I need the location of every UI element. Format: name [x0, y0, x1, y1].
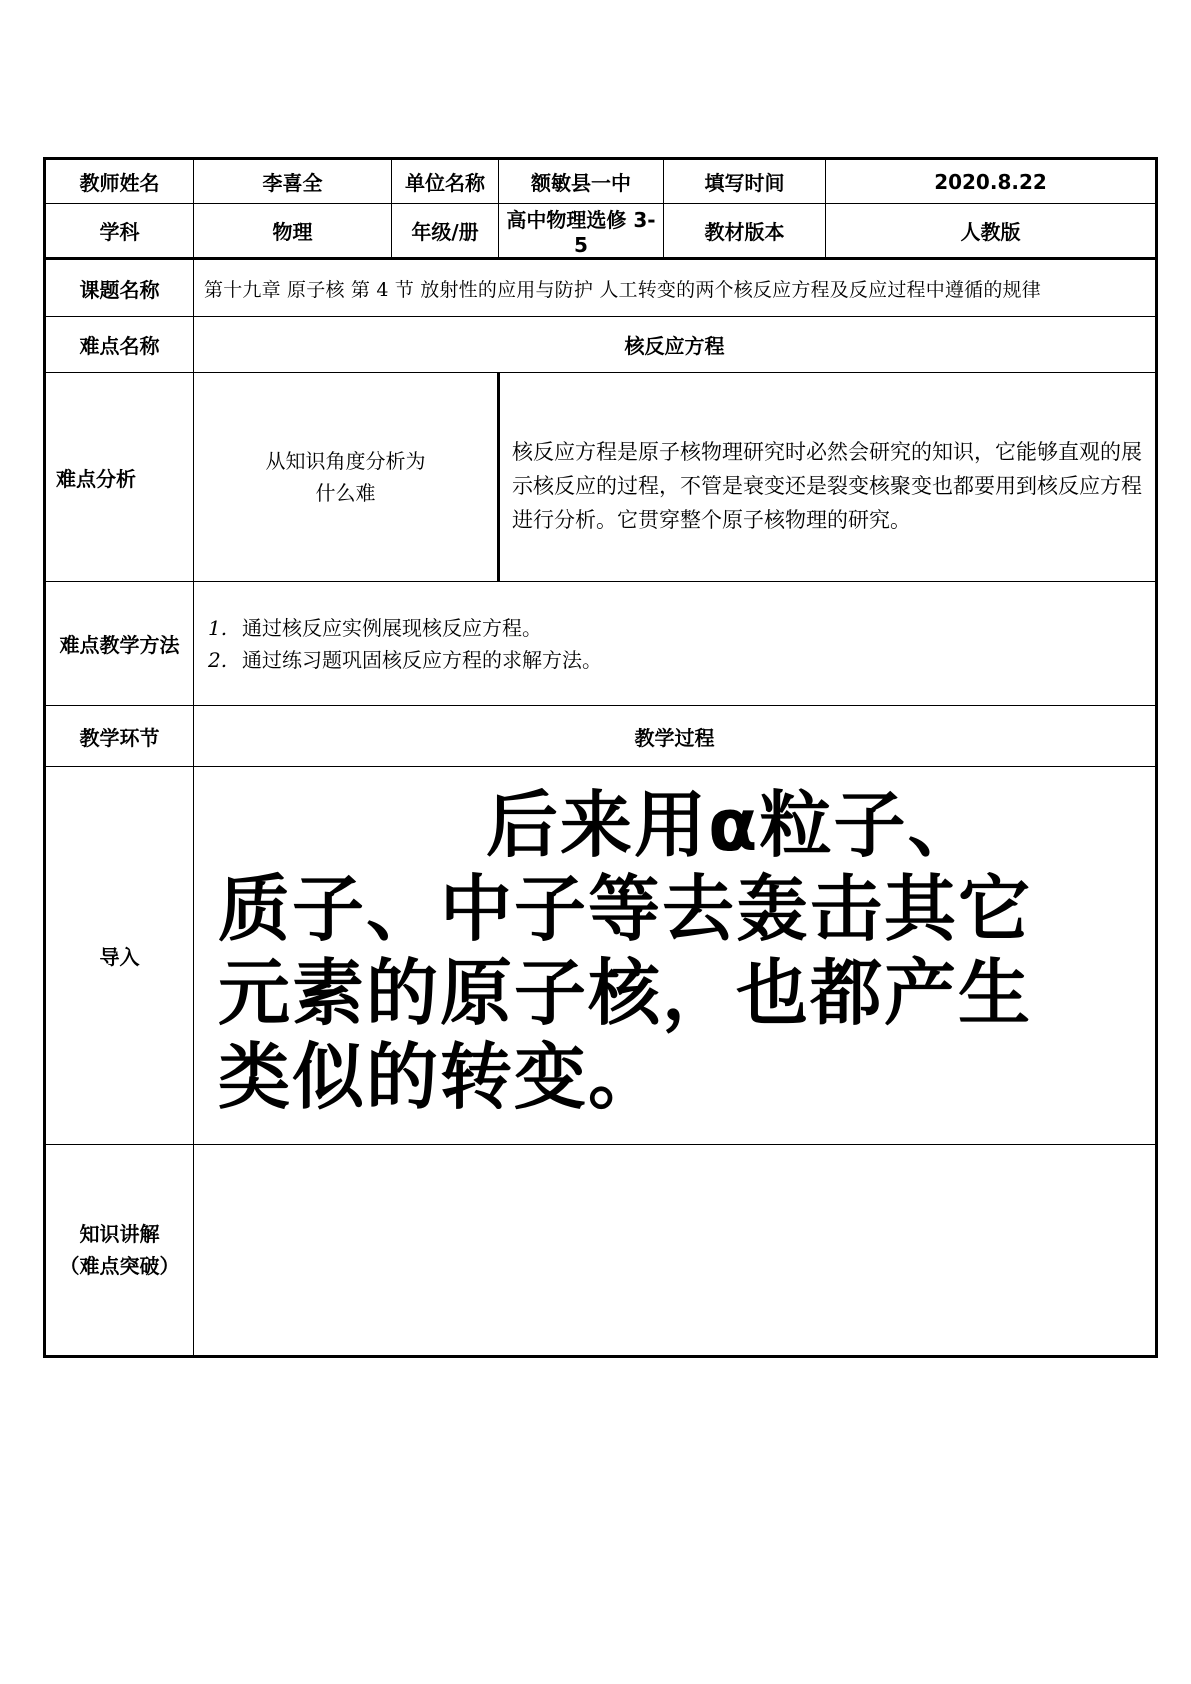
lesson-plan-sheet [43, 157, 1155, 1358]
lecture-label [45, 1145, 194, 1357]
difficulty-value: 核反应方程 [194, 317, 1157, 373]
method-item-2 [208, 644, 1149, 676]
intro-line-2: 质子、中子等去轰击其它 [218, 867, 1033, 951]
analysis-text: 核反应方程是原子核物理研究时必然会研究的知识，它能够直观的展示核反应的过程，不管是衰变还是裂变核聚变也都要用到核反应方程进行分析。它贯穿整个原子核物理的研究。 [499, 373, 1157, 582]
date-label: 填写时间 [664, 159, 826, 204]
header-row-2 [45, 204, 1157, 259]
method-item-2-number: 2. [208, 647, 228, 672]
grade-value: 高中物理选修 3-5 [499, 204, 664, 259]
difficulty-label: 难点名称 [45, 317, 194, 373]
method-item-1-number: 1. [208, 615, 228, 640]
topic-value: 第十九章 原子核 第 4 节 放射性的应用与防护 人工转变的两个核反应方程及反应过程中遵循的规律 [194, 259, 1157, 317]
method-item-2-text: 通过练习题巩固核反应方程的求解方法。 [242, 647, 602, 672]
methods-label: 难点教学方法 [45, 582, 194, 706]
edition-value: 人教版 [826, 204, 1157, 259]
analysis-why-line2: 什么难 [315, 481, 376, 505]
methods-list [200, 612, 1149, 676]
difficulty-row [45, 317, 1157, 373]
analysis-why-line1: 从知识角度分析为 [265, 449, 426, 473]
methods-row [45, 582, 1157, 706]
header-row-1 [45, 159, 1157, 204]
stage-label: 教学环节 [45, 706, 194, 767]
lecture-label-line2: （难点突破） [59, 1254, 180, 1278]
method-item-1-text: 通过核反应实例展现核反应方程。 [242, 615, 542, 640]
method-item-1 [208, 612, 1149, 644]
fill-date: 2020.8.22 [826, 159, 1157, 204]
intro-content [194, 767, 1157, 1145]
intro-label: 导入 [45, 767, 194, 1145]
intro-row [45, 767, 1157, 1145]
analysis-why [194, 373, 499, 582]
lecture-content [194, 1145, 1157, 1357]
topic-label: 课题名称 [45, 259, 194, 317]
analysis-row [45, 373, 1157, 582]
process-label: 教学过程 [194, 706, 1157, 767]
intro-line-3: 元素的原子核，也都产生 [218, 951, 1033, 1035]
teacher-name: 李喜全 [194, 159, 392, 204]
analysis-label: 难点分析 [45, 373, 194, 582]
grade-label: 年级/册 [392, 204, 499, 259]
methods-cell [194, 582, 1157, 706]
lecture-row [45, 1145, 1157, 1357]
intro-line-1: 后来用α粒子、 [486, 783, 982, 867]
teacher-label: 教师姓名 [45, 159, 194, 204]
subject-label: 学科 [45, 204, 194, 259]
edition-label: 教材版本 [664, 204, 826, 259]
intro-slide-text [218, 783, 1033, 1119]
topic-row [45, 259, 1157, 317]
lecture-label-line1: 知识讲解 [79, 1222, 160, 1246]
unit-name: 额敏县一中 [499, 159, 664, 204]
unit-label: 单位名称 [392, 159, 499, 204]
lesson-plan-table [43, 157, 1158, 1358]
process-header-row [45, 706, 1157, 767]
intro-line-4: 类似的转变。 [218, 1035, 663, 1119]
subject-value: 物理 [194, 204, 392, 259]
